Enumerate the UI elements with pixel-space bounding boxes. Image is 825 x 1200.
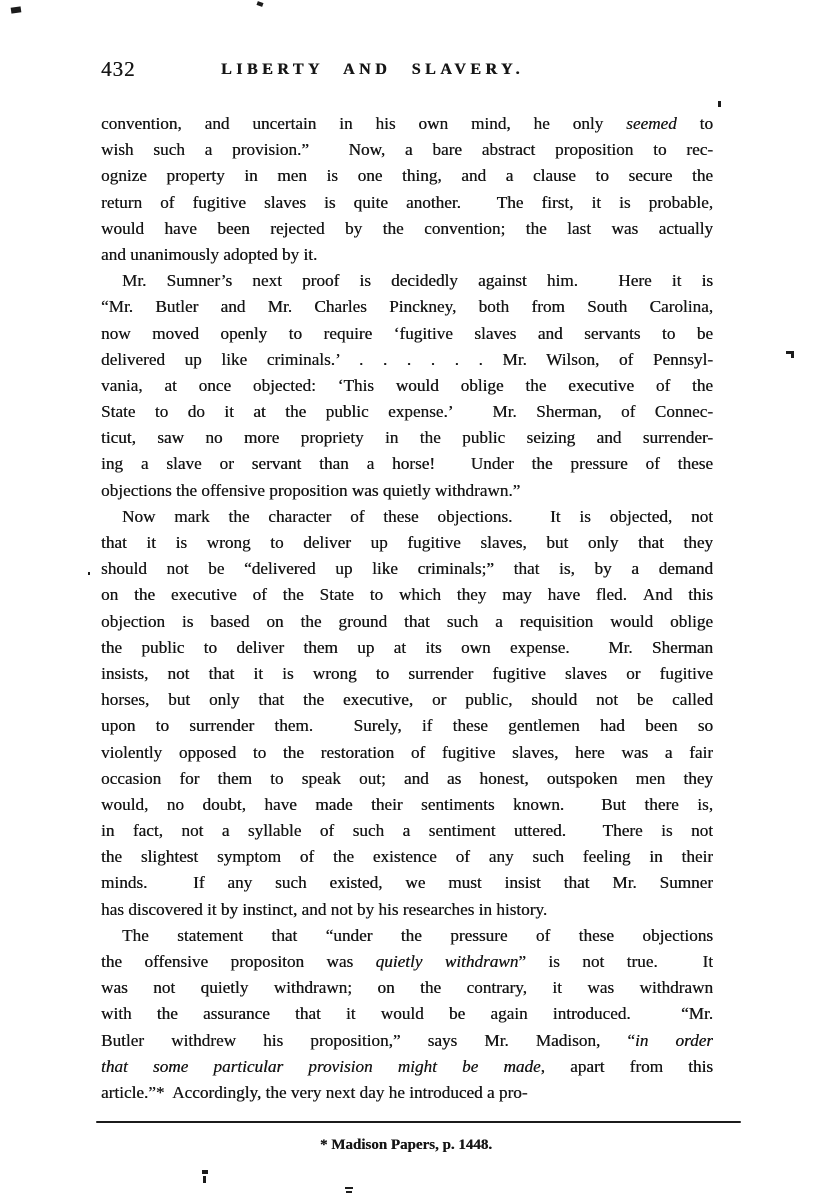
text-line: Butler withdrew his proposition,” says Mr. Madison, “in order bbox=[101, 1030, 713, 1050]
text-line: ticut, saw no more propriety in the public seizing and surrender- bbox=[101, 428, 713, 448]
scan-speck bbox=[203, 1176, 206, 1183]
paragraph bbox=[101, 504, 713, 923]
text-line: now moved openly to require ‘fugitive slaves and servants to be bbox=[101, 323, 713, 343]
text-line: State to do it at the public expense.’ Mr. Sherman, of Connec- bbox=[101, 402, 713, 422]
text-line: objection is based on the ground that such a requisition would oblige bbox=[101, 611, 713, 631]
text-line: The statement that “under the pressure of these objections bbox=[122, 925, 713, 945]
text-line: in fact, not a syllable of such a sentiment uttered. There is not bbox=[101, 821, 713, 841]
text-line: violently opposed to the restoration of fugitive slaves, here was a fair bbox=[101, 742, 713, 762]
text-line: delivered up like criminals.’ . . . . . . Mr. Wilson, of Pennsyl- bbox=[101, 349, 713, 369]
text-line: and unanimously adopted by it. bbox=[101, 244, 318, 264]
scan-speck bbox=[718, 101, 721, 107]
text-line: ognize property in men is one thing, and a clause to secure the bbox=[101, 166, 713, 186]
text-line: Now mark the character of these objections. It is objected, not bbox=[122, 506, 713, 526]
text-line: occasion for them to speak out; and as honest, outspoken men they bbox=[101, 768, 713, 788]
page-number: 432 bbox=[101, 57, 136, 81]
scan-speck bbox=[202, 1170, 208, 1174]
footnote-marker: * bbox=[319, 1137, 328, 1153]
text-line: objections the offensive proposition was quietly withdrawn.” bbox=[101, 480, 521, 500]
scan-speck bbox=[345, 1187, 353, 1189]
text-line: horses, but only that the executive, or public, should not be called bbox=[101, 690, 713, 710]
text-line: article.”* Accordingly, the very next day he introduced a pro- bbox=[101, 1082, 528, 1102]
text-line: would, no doubt, have made their sentiments known. But there is, bbox=[101, 794, 713, 814]
text-line: has discovered it by instinct, and not by his researches in history. bbox=[101, 899, 548, 919]
text-line: return of fugitive slaves is quite another. The first, it is probable, bbox=[101, 192, 713, 212]
text-line: on the executive of the State to which they may have fled. And this bbox=[101, 585, 713, 605]
scan-speck bbox=[791, 353, 794, 358]
text-line: “Mr. Butler and Mr. Charles Pinckney, both from South Carolina, bbox=[101, 297, 713, 317]
text-line: would have been rejected by the convention; the last was actually bbox=[101, 218, 713, 238]
text-line: the offensive propositon was quietly withdrawn” is not true. It bbox=[101, 952, 713, 971]
text-line: should not be “delivered up like criminals;” that is, by a demand bbox=[101, 559, 713, 579]
text-line: that it is wrong to deliver up fugitive slaves, but only that they bbox=[101, 533, 713, 552]
text-line: upon to surrender them. Surely, if these gentlemen had been so bbox=[101, 716, 713, 736]
scan-speck bbox=[11, 6, 22, 13]
text-line: was not quietly withdrawn; on the contrary, it was withdrawn bbox=[101, 978, 713, 998]
text-line: Mr. Sumner’s next proof is decidedly against him. Here it is bbox=[122, 271, 713, 291]
text-line: the public to deliver them up at its own expense. Mr. Sherman bbox=[101, 637, 713, 657]
paragraph bbox=[101, 923, 713, 1106]
footnote bbox=[100, 1137, 712, 1154]
text-line: minds. If any such existed, we must insist that Mr. Sumner bbox=[101, 873, 713, 893]
scan-speck bbox=[88, 572, 90, 575]
footnote-rule bbox=[96, 1121, 741, 1123]
paragraph bbox=[101, 268, 713, 504]
scan-speck bbox=[346, 1191, 352, 1193]
body-text bbox=[101, 111, 713, 1106]
text-line: the slightest symptom of the existence of any such feeling in their bbox=[101, 847, 713, 867]
scan-speck bbox=[256, 1, 263, 7]
running-header: LIBERTY AND SLAVERY. bbox=[220, 61, 524, 78]
text-line: insists, not that it is wrong to surrender fugitive slaves or fugitive bbox=[101, 663, 713, 683]
footnote-text: Madison Papers, p. 1448. bbox=[331, 1137, 493, 1153]
text-line: that some particular provision might be made, apart from this bbox=[101, 1056, 713, 1076]
text-line: with the assurance that it would be again introduced. “Mr. bbox=[101, 1004, 713, 1024]
text-line: ing a slave or servant than a horse! Under the pressure of these bbox=[101, 454, 713, 474]
text-line: wish such a provision.” Now, a bare abstract proposition to rec- bbox=[101, 140, 713, 160]
paragraph bbox=[101, 111, 713, 268]
text-line: convention, and uncertain in his own mind, he only seemed to bbox=[101, 114, 713, 133]
text-line: vania, at once objected: ‘This would oblige the executive of the bbox=[101, 375, 713, 395]
